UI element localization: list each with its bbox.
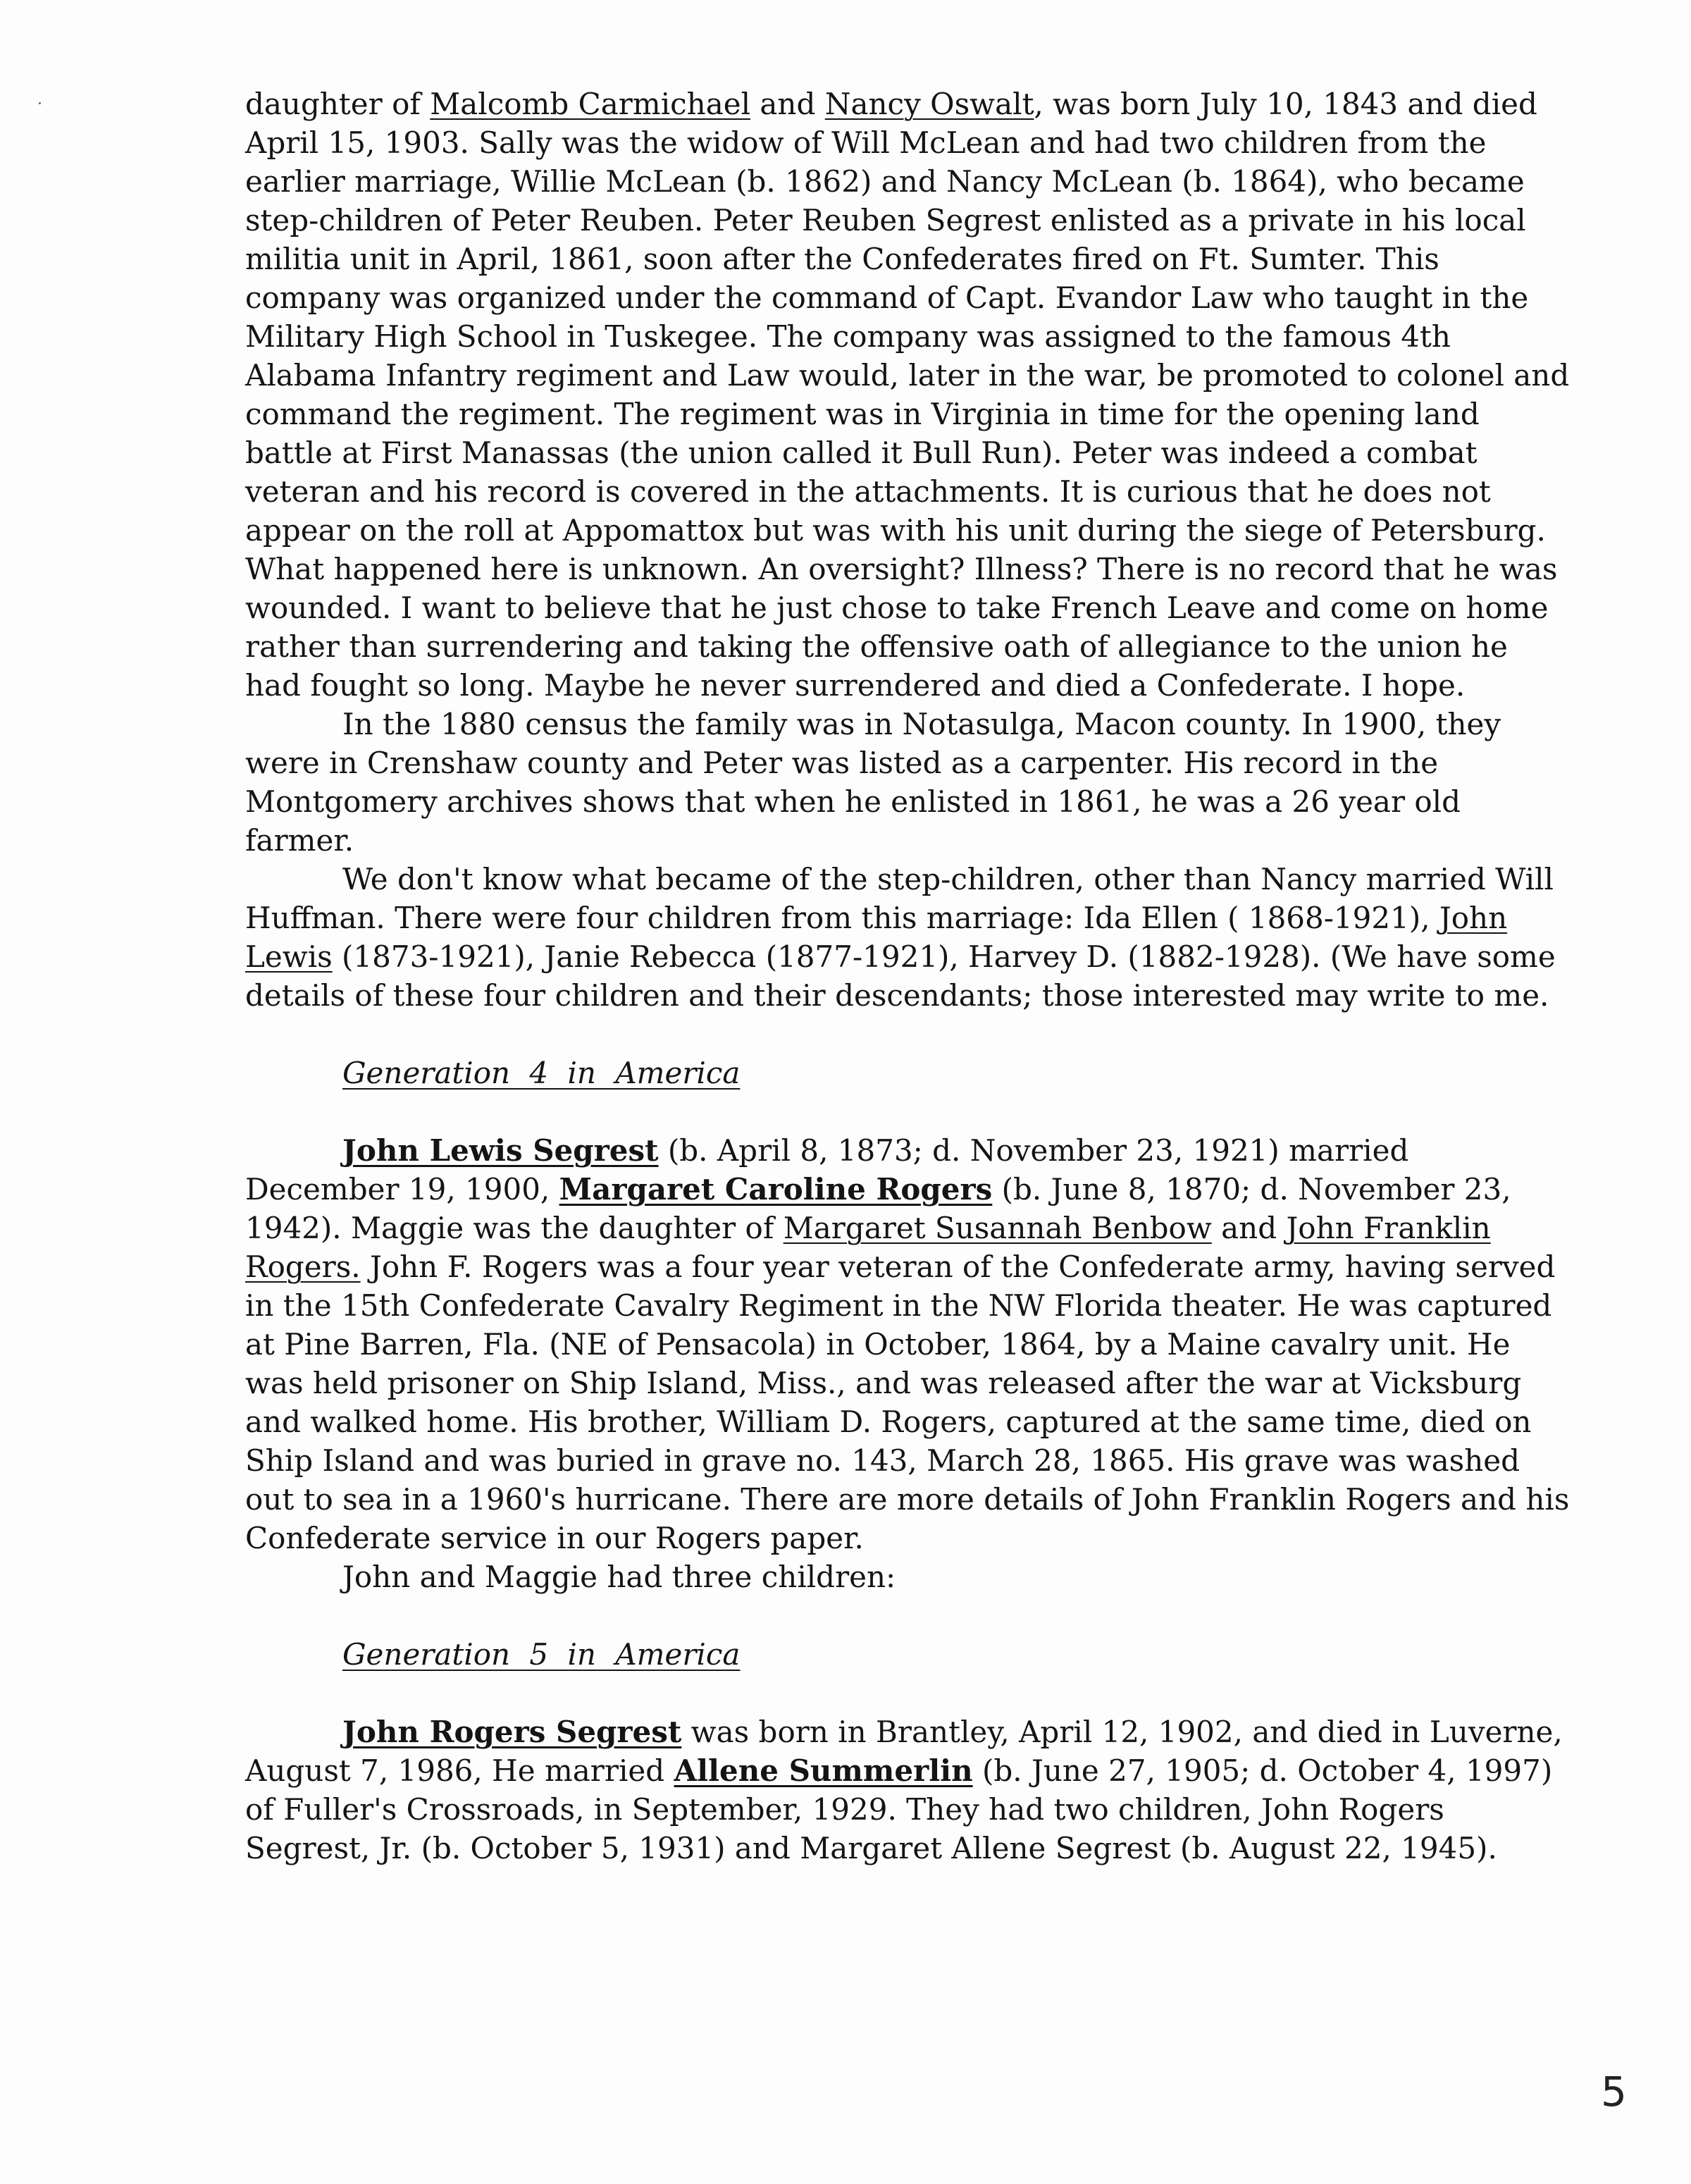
spacer	[245, 1596, 1570, 1635]
spacer	[245, 1015, 1570, 1054]
p4-part2: (b. June 8, 1870; d. November 23, 1942). Maggie was the daughter of	[245, 1172, 1511, 1245]
name-john-lewis-segrest: John Lewis Segrest	[342, 1133, 659, 1168]
p3-rest: (1873-1921), Janie Rebecca (1877-1921), Harvey D. (1882-1928). (We have some details of these four children and their descendants; those interested may write to me.	[245, 939, 1556, 1013]
name-allene-summerlin: Allene Summerlin	[674, 1753, 973, 1788]
name-john-rogers-segrest: John Rogers Segrest	[342, 1715, 682, 1749]
paragraph-3	[245, 860, 1570, 1015]
p6-part1: was born in Brantley, April 12, 1902, and died in Luverne, August 7, 1986, He married	[245, 1715, 1563, 1788]
name-john-franklin-rogers: John Franklin Rogers.	[245, 1211, 1491, 1284]
p3-lead: We don't know what became of the step-children, other than Nancy married Will Huffman. There were four children from this marriage: Ida Ellen ( 1868-1921),	[245, 862, 1554, 935]
p6-part2: (b. June 27, 1905; d. October 4, 1997) of Fuller's Crossroads, in September, 1929. They had two children, John Rogers Segrest, Jr. (b. October 5, 1931) and Margaret Allene Segrest (b. August 22, 1945).	[245, 1753, 1553, 1865]
generation-5-heading: Generation 5 in America	[342, 1637, 741, 1672]
paragraph-5: John and Maggie had three children:	[342, 1560, 896, 1594]
p4-part3: and	[1211, 1211, 1287, 1245]
scan-speck	[39, 102, 41, 104]
p4-part4: John F. Rogers was a four year veteran of the Confederate army, having served in the 15th Confederate Cavalry Regiment in the NW Florida theater. He was captured at Pine Barren, Fla. (NE of Pensacola) in October, 1864, by a Maine cavalry unit. He was held prisoner on Ship Island, Miss., and was released after the war at Vicksburg and walked home. His brother, William D. Rogers, captured at the same time, died on Ship Island and was buried in grave no. 143, March 28, 1865. His grave was washed out to sea in a 1960's hurricane. There are more details of John Franklin Rogers and his Confederate service in our Rogers paper.	[245, 1250, 1570, 1555]
name-margaret-caroline-rogers: Margaret Caroline Rogers	[559, 1172, 993, 1207]
spacer	[245, 1092, 1570, 1131]
name-nancy-oswalt: Nancy Oswalt	[824, 87, 1034, 121]
paragraph-1	[245, 85, 1570, 705]
page-number: 5	[1601, 2068, 1627, 2116]
spacer	[245, 1674, 1570, 1713]
p1-and: and	[750, 87, 825, 121]
p4-part1: (b. April 8, 1873; d. November 23, 1921) married December 19, 1900,	[245, 1133, 1409, 1207]
p1-rest: , was born July 10, 1843 and died April 15, 1903. Sally was the widow of Will McLean and had two children from the earlier marriage, Willie McLean (b. 1862) and Nancy McLean (b. 1864), who became step-children of Peter Reuben. Peter Reuben Segrest enlisted as a private in his local militia unit in April, 1861, soon after the Confederates fired on Ft. Sumter. This company was organized under the command of Capt. Evandor Law who taught in the Military High School in Tuskegee. The company was assigned to the famous 4th Alabama Infantry regiment and Law would, later in the war, be promoted to colonel and command the regiment. The regiment was in Virginia in time for the opening land battle at First Manassas (the union called it Bull Run). Peter was indeed a combat veteran and his record is covered in the attachments. It is curious that he does not appear on the roll at Appomattox but was with his unit during the siege of Petersburg. What happened here is unknown. An oversight? Illness? There is no record that he was wounded. I want to believe that he just chose to take French Leave and come on home rather than surrendering and taking the offensive oath of allegiance to the union he had fought so long. Maybe he never surrendered and died a Confederate. I hope.	[245, 87, 1570, 703]
name-malcomb-carmichael: Malcomb Carmichael	[430, 87, 751, 121]
paragraph-4	[245, 1131, 1570, 1557]
generation-4-heading: Generation 4 in America	[342, 1056, 741, 1090]
paragraph-2: In the 1880 census the family was in Notasulga, Macon county. In 1900, they were in Crenshaw county and Peter was listed as a carpenter. His record in the Montgomery archives shows that when he enlisted in 1861, he was a 26 year old farmer.	[245, 707, 1501, 858]
p1-lead: daughter of	[245, 87, 431, 121]
name-margaret-susannah-benbow: Margaret Susannah Benbow	[783, 1211, 1212, 1245]
paragraph-6	[245, 1713, 1570, 1868]
name-john-lewis: John Lewis	[245, 901, 1508, 974]
page-body	[245, 85, 1570, 1868]
